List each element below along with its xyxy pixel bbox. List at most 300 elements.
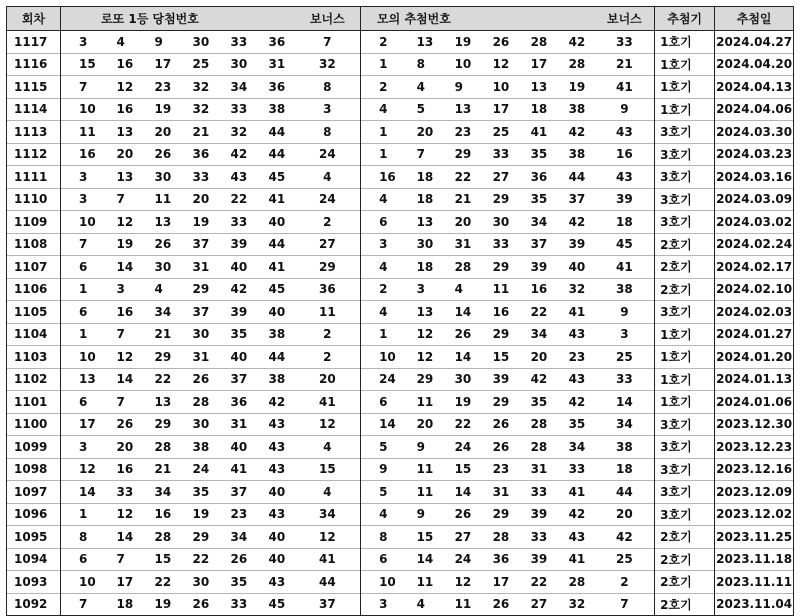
mock-number-cell: 18 (399, 256, 437, 279)
mock-number-cell: 19 (551, 76, 595, 99)
winning-number-cell: 40 (213, 436, 251, 459)
machine-cell: 3호기 (655, 301, 715, 324)
winning-number-cell: 37 (175, 301, 213, 324)
winning-number-cell: 34 (213, 526, 251, 549)
table-row (7, 98, 794, 121)
round-cell: 1103 (7, 346, 61, 369)
mock-number-cell: 38 (551, 143, 595, 166)
table-row (7, 548, 794, 571)
mock-number-cell: 20 (437, 211, 475, 234)
winning-number-cell: 21 (137, 458, 175, 481)
mock-number-cell: 36 (475, 548, 513, 571)
machine-cell: 1호기 (655, 368, 715, 391)
winning-number-cell: 13 (99, 166, 137, 189)
mock-number-cell: 15 (437, 458, 475, 481)
mock-number-cell: 42 (551, 121, 595, 144)
winning-number-cell: 30 (137, 166, 175, 189)
winning-number-cell: 14 (99, 256, 137, 279)
mock-number-cell: 35 (513, 391, 551, 414)
winning-number-cell: 4 (137, 278, 175, 301)
bonus-cell: 12 (295, 413, 361, 436)
mock-bonus-cell: 3 (595, 323, 655, 346)
mock-number-cell: 14 (437, 481, 475, 504)
mock-number-cell: 24 (437, 548, 475, 571)
winning-number-cell: 29 (137, 346, 175, 369)
mock-number-cell: 9 (399, 503, 437, 526)
mock-bonus-cell: 38 (595, 278, 655, 301)
winning-number-cell: 19 (137, 98, 175, 121)
mock-number-cell: 28 (513, 436, 551, 459)
mock-number-cell: 11 (399, 481, 437, 504)
machine-cell: 1호기 (655, 391, 715, 414)
machine-cell: 3호기 (655, 121, 715, 144)
round-cell: 1116 (7, 53, 61, 76)
mock-number-cell: 2 (361, 278, 399, 301)
mock-number-cell: 39 (513, 548, 551, 571)
winning-number-cell: 3 (61, 31, 99, 54)
lotto-table-container (6, 6, 794, 616)
header-row (7, 7, 794, 31)
winning-number-cell: 12 (99, 503, 137, 526)
winning-number-cell: 6 (61, 548, 99, 571)
winning-number-cell: 3 (61, 166, 99, 189)
machine-cell: 1호기 (655, 98, 715, 121)
mock-number-cell: 3 (361, 593, 399, 616)
winning-number-cell: 41 (251, 256, 295, 279)
winning-number-cell: 43 (251, 458, 295, 481)
bonus-cell: 8 (295, 121, 361, 144)
mock-number-cell: 22 (437, 166, 475, 189)
bonus-cell: 4 (295, 436, 361, 459)
mock-number-cell: 12 (475, 53, 513, 76)
winning-number-cell: 29 (175, 278, 213, 301)
round-cell: 1107 (7, 256, 61, 279)
mock-number-cell: 29 (475, 323, 513, 346)
mock-bonus-cell: 21 (595, 53, 655, 76)
lotto-results-table (6, 6, 794, 616)
mock-bonus-cell: 34 (595, 413, 655, 436)
machine-cell: 1호기 (655, 346, 715, 369)
mock-number-cell: 23 (551, 346, 595, 369)
winning-number-cell: 16 (99, 98, 137, 121)
table-row (7, 211, 794, 234)
winning-number-cell: 7 (61, 233, 99, 256)
mock-number-cell: 42 (551, 503, 595, 526)
date-cell: 2023.12.23 (715, 436, 794, 459)
round-cell: 1104 (7, 323, 61, 346)
mock-bonus-cell: 7 (595, 593, 655, 616)
winning-number-cell: 38 (251, 323, 295, 346)
mock-number-cell: 35 (513, 188, 551, 211)
header-bonus: 보너스 (295, 7, 361, 31)
table-row (7, 31, 794, 54)
machine-cell: 1호기 (655, 323, 715, 346)
bonus-cell: 27 (295, 233, 361, 256)
mock-number-cell: 24 (361, 368, 399, 391)
mock-number-cell: 27 (475, 166, 513, 189)
winning-number-cell: 12 (61, 458, 99, 481)
winning-number-cell: 13 (99, 121, 137, 144)
mock-bonus-cell: 38 (595, 436, 655, 459)
mock-number-cell: 26 (437, 323, 475, 346)
winning-number-cell: 14 (99, 368, 137, 391)
date-cell: 2024.04.13 (715, 76, 794, 99)
bonus-cell: 11 (295, 301, 361, 324)
mock-number-cell: 11 (437, 593, 475, 616)
mock-number-cell: 5 (361, 481, 399, 504)
mock-number-cell: 28 (475, 526, 513, 549)
mock-number-cell: 11 (399, 391, 437, 414)
round-cell: 1105 (7, 301, 61, 324)
winning-number-cell: 45 (251, 166, 295, 189)
round-cell: 1096 (7, 503, 61, 526)
mock-number-cell: 3 (399, 278, 437, 301)
date-cell: 2023.12.02 (715, 503, 794, 526)
winning-number-cell: 7 (99, 188, 137, 211)
machine-cell: 3호기 (655, 166, 715, 189)
mock-number-cell: 33 (551, 458, 595, 481)
mock-number-cell: 4 (361, 301, 399, 324)
table-row (7, 301, 794, 324)
mock-number-cell: 1 (361, 53, 399, 76)
machine-cell: 3호기 (655, 503, 715, 526)
mock-number-cell: 39 (551, 233, 595, 256)
mock-number-cell: 14 (437, 346, 475, 369)
winning-number-cell: 31 (175, 346, 213, 369)
winning-number-cell: 35 (213, 571, 251, 594)
winning-number-cell: 3 (61, 188, 99, 211)
machine-cell: 3호기 (655, 458, 715, 481)
winning-number-cell: 12 (99, 346, 137, 369)
mock-number-cell: 30 (475, 211, 513, 234)
mock-number-cell: 11 (399, 571, 437, 594)
table-row (7, 458, 794, 481)
winning-number-cell: 6 (61, 301, 99, 324)
header-date: 추첨일 (715, 7, 794, 31)
winning-number-cell: 6 (61, 391, 99, 414)
winning-number-cell: 21 (175, 121, 213, 144)
winning-number-cell: 10 (61, 346, 99, 369)
winning-number-cell: 14 (99, 526, 137, 549)
mock-number-cell: 42 (513, 368, 551, 391)
winning-number-cell: 33 (175, 166, 213, 189)
table-header (7, 7, 794, 31)
table-row (7, 323, 794, 346)
mock-number-cell: 41 (551, 301, 595, 324)
winning-number-cell: 22 (137, 571, 175, 594)
machine-cell: 3호기 (655, 211, 715, 234)
winning-number-cell: 19 (175, 503, 213, 526)
machine-cell: 1호기 (655, 53, 715, 76)
mock-number-cell: 23 (437, 121, 475, 144)
winning-number-cell: 43 (213, 166, 251, 189)
mock-number-cell: 1 (361, 121, 399, 144)
mock-bonus-cell: 33 (595, 368, 655, 391)
winning-number-cell: 10 (61, 571, 99, 594)
mock-number-cell: 44 (551, 166, 595, 189)
winning-number-cell: 44 (251, 121, 295, 144)
winning-number-cell: 15 (61, 53, 99, 76)
mock-number-cell: 35 (513, 143, 551, 166)
bonus-cell: 34 (295, 503, 361, 526)
mock-number-cell: 41 (551, 548, 595, 571)
winning-number-cell: 45 (251, 278, 295, 301)
date-cell: 2023.12.16 (715, 458, 794, 481)
winning-number-cell: 18 (99, 593, 137, 616)
date-cell: 2023.11.11 (715, 571, 794, 594)
mock-number-cell: 2 (361, 31, 399, 54)
date-cell: 2023.11.25 (715, 526, 794, 549)
winning-number-cell: 43 (251, 503, 295, 526)
winning-number-cell: 12 (99, 76, 137, 99)
table-row (7, 166, 794, 189)
winning-number-cell: 15 (137, 548, 175, 571)
mock-bonus-cell: 9 (595, 301, 655, 324)
header-mock-draw: 모의 추첨번호 (361, 7, 595, 31)
mock-number-cell: 10 (361, 571, 399, 594)
winning-number-cell: 22 (213, 188, 251, 211)
mock-bonus-cell: 14 (595, 391, 655, 414)
date-cell: 2024.01.27 (715, 323, 794, 346)
table-body (7, 31, 794, 616)
bonus-cell: 41 (295, 548, 361, 571)
mock-number-cell: 13 (437, 98, 475, 121)
table-row (7, 53, 794, 76)
mock-number-cell: 13 (399, 211, 437, 234)
bonus-cell: 32 (295, 53, 361, 76)
machine-cell: 3호기 (655, 143, 715, 166)
winning-number-cell: 17 (99, 571, 137, 594)
winning-number-cell: 33 (213, 211, 251, 234)
round-cell: 1097 (7, 481, 61, 504)
winning-number-cell: 29 (175, 526, 213, 549)
winning-number-cell: 26 (175, 368, 213, 391)
winning-number-cell: 38 (251, 368, 295, 391)
mock-number-cell: 5 (361, 436, 399, 459)
round-cell: 1093 (7, 571, 61, 594)
winning-number-cell: 21 (137, 323, 175, 346)
mock-number-cell: 29 (437, 143, 475, 166)
date-cell: 2024.03.09 (715, 188, 794, 211)
mock-number-cell: 26 (475, 436, 513, 459)
mock-bonus-cell: 25 (595, 548, 655, 571)
round-cell: 1101 (7, 391, 61, 414)
mock-number-cell: 28 (513, 413, 551, 436)
mock-number-cell: 10 (361, 346, 399, 369)
mock-number-cell: 4 (361, 503, 399, 526)
mock-number-cell: 6 (361, 391, 399, 414)
mock-number-cell: 8 (399, 53, 437, 76)
mock-number-cell: 20 (399, 413, 437, 436)
winning-number-cell: 40 (251, 548, 295, 571)
table-row (7, 256, 794, 279)
bonus-cell: 3 (295, 98, 361, 121)
mock-number-cell: 8 (361, 526, 399, 549)
mock-number-cell: 15 (399, 526, 437, 549)
mock-number-cell: 28 (513, 31, 551, 54)
mock-number-cell: 38 (551, 98, 595, 121)
mock-bonus-cell: 39 (595, 188, 655, 211)
table-row (7, 571, 794, 594)
winning-number-cell: 3 (61, 436, 99, 459)
round-cell: 1108 (7, 233, 61, 256)
winning-number-cell: 20 (175, 188, 213, 211)
machine-cell: 2호기 (655, 233, 715, 256)
winning-number-cell: 3 (99, 278, 137, 301)
round-cell: 1095 (7, 526, 61, 549)
mock-bonus-cell: 25 (595, 346, 655, 369)
bonus-cell: 20 (295, 368, 361, 391)
mock-number-cell: 13 (399, 301, 437, 324)
winning-number-cell: 39 (213, 301, 251, 324)
mock-number-cell: 29 (399, 368, 437, 391)
round-cell: 1092 (7, 593, 61, 616)
header-mock-bonus: 보너스 (595, 7, 655, 31)
mock-number-cell: 15 (475, 346, 513, 369)
winning-number-cell: 31 (251, 53, 295, 76)
date-cell: 2024.02.10 (715, 278, 794, 301)
winning-number-cell: 29 (137, 413, 175, 436)
mock-number-cell: 39 (475, 368, 513, 391)
table-row (7, 526, 794, 549)
table-row (7, 368, 794, 391)
mock-number-cell: 28 (551, 571, 595, 594)
mock-number-cell: 9 (437, 76, 475, 99)
machine-cell: 2호기 (655, 526, 715, 549)
mock-number-cell: 19 (437, 391, 475, 414)
bonus-cell: 7 (295, 31, 361, 54)
machine-cell: 3호기 (655, 436, 715, 459)
bonus-cell: 24 (295, 188, 361, 211)
table-row (7, 278, 794, 301)
mock-number-cell: 20 (513, 346, 551, 369)
mock-number-cell: 37 (551, 188, 595, 211)
mock-bonus-cell: 44 (595, 481, 655, 504)
table-row (7, 481, 794, 504)
mock-number-cell: 21 (437, 188, 475, 211)
mock-number-cell: 35 (551, 413, 595, 436)
table-row (7, 391, 794, 414)
winning-number-cell: 36 (213, 391, 251, 414)
mock-number-cell: 30 (399, 233, 437, 256)
machine-cell: 2호기 (655, 256, 715, 279)
mock-number-cell: 29 (475, 256, 513, 279)
mock-number-cell: 27 (513, 593, 551, 616)
mock-number-cell: 32 (551, 278, 595, 301)
winning-number-cell: 26 (137, 233, 175, 256)
winning-number-cell: 41 (251, 188, 295, 211)
table-row (7, 188, 794, 211)
winning-number-cell: 39 (213, 233, 251, 256)
winning-number-cell: 40 (251, 211, 295, 234)
winning-number-cell: 10 (61, 211, 99, 234)
mock-number-cell: 29 (475, 391, 513, 414)
winning-number-cell: 7 (61, 76, 99, 99)
mock-number-cell: 18 (399, 166, 437, 189)
winning-number-cell: 9 (137, 31, 175, 54)
mock-number-cell: 5 (399, 98, 437, 121)
winning-number-cell: 7 (99, 323, 137, 346)
winning-number-cell: 22 (137, 368, 175, 391)
date-cell: 2024.03.23 (715, 143, 794, 166)
mock-number-cell: 17 (475, 98, 513, 121)
mock-number-cell: 29 (475, 503, 513, 526)
mock-number-cell: 16 (475, 301, 513, 324)
bonus-cell: 44 (295, 571, 361, 594)
winning-number-cell: 41 (213, 458, 251, 481)
mock-number-cell: 20 (399, 121, 437, 144)
mock-number-cell: 33 (513, 481, 551, 504)
winning-number-cell: 36 (175, 143, 213, 166)
winning-number-cell: 28 (137, 436, 175, 459)
mock-number-cell: 30 (437, 368, 475, 391)
table-row (7, 436, 794, 459)
machine-cell: 2호기 (655, 571, 715, 594)
winning-number-cell: 28 (137, 526, 175, 549)
mock-number-cell: 34 (551, 436, 595, 459)
date-cell: 2024.01.06 (715, 391, 794, 414)
winning-number-cell: 14 (61, 481, 99, 504)
mock-number-cell: 23 (475, 458, 513, 481)
winning-number-cell: 38 (251, 98, 295, 121)
date-cell: 2024.02.24 (715, 233, 794, 256)
mock-number-cell: 28 (551, 53, 595, 76)
mock-number-cell: 6 (361, 548, 399, 571)
mock-bonus-cell: 42 (595, 526, 655, 549)
bonus-cell: 12 (295, 526, 361, 549)
winning-number-cell: 44 (251, 346, 295, 369)
winning-number-cell: 32 (213, 121, 251, 144)
winning-number-cell: 23 (213, 503, 251, 526)
mock-number-cell: 42 (551, 31, 595, 54)
winning-number-cell: 7 (99, 548, 137, 571)
winning-number-cell: 16 (99, 53, 137, 76)
mock-bonus-cell: 16 (595, 143, 655, 166)
winning-number-cell: 30 (175, 571, 213, 594)
winning-number-cell: 1 (61, 323, 99, 346)
winning-number-cell: 19 (175, 211, 213, 234)
bonus-cell: 36 (295, 278, 361, 301)
winning-number-cell: 43 (251, 571, 295, 594)
mock-number-cell: 4 (399, 593, 437, 616)
winning-number-cell: 26 (99, 413, 137, 436)
mock-number-cell: 34 (513, 323, 551, 346)
winning-number-cell: 42 (213, 143, 251, 166)
bonus-cell: 4 (295, 166, 361, 189)
mock-number-cell: 11 (399, 458, 437, 481)
mock-number-cell: 33 (475, 143, 513, 166)
bonus-cell: 37 (295, 593, 361, 616)
date-cell: 2024.03.02 (715, 211, 794, 234)
winning-number-cell: 16 (137, 503, 175, 526)
table-row (7, 346, 794, 369)
winning-number-cell: 26 (213, 548, 251, 571)
mock-number-cell: 17 (475, 571, 513, 594)
mock-number-cell: 16 (513, 278, 551, 301)
bonus-cell: 24 (295, 143, 361, 166)
mock-number-cell: 22 (513, 301, 551, 324)
round-cell: 1111 (7, 166, 61, 189)
mock-number-cell: 39 (513, 256, 551, 279)
round-cell: 1115 (7, 76, 61, 99)
machine-cell: 2호기 (655, 593, 715, 616)
mock-number-cell: 13 (513, 76, 551, 99)
winning-number-cell: 16 (99, 458, 137, 481)
mock-number-cell: 27 (437, 526, 475, 549)
winning-number-cell: 33 (213, 98, 251, 121)
mock-number-cell: 13 (399, 31, 437, 54)
mock-number-cell: 9 (361, 458, 399, 481)
